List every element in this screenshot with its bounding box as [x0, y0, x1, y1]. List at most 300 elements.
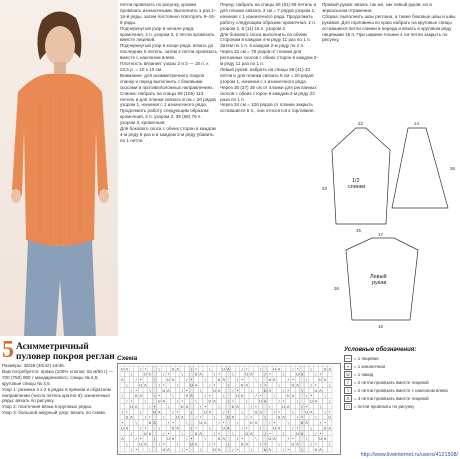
chart-symbol: U — [167, 437, 170, 442]
chart-symbol: U — [213, 388, 216, 393]
chart-symbol: \ — [250, 388, 252, 393]
legend-symbol: • — [344, 363, 352, 370]
chart-cell — [300, 393, 305, 398]
svg-text:22: 22 — [358, 121, 364, 126]
chart-cell — [318, 409, 323, 414]
chart-cell — [175, 393, 180, 398]
chart-cell — [304, 431, 309, 436]
chart-symbol: Λ — [190, 394, 193, 399]
chart-cell — [323, 404, 328, 409]
chart-symbol: U — [291, 442, 295, 447]
chart-symbol: / — [232, 388, 234, 393]
chart-symbol: Λ — [139, 394, 142, 399]
chart-cell — [171, 398, 176, 403]
chart-symbol: U — [171, 367, 175, 372]
chart-cell — [244, 420, 249, 425]
chart-symbol: / — [246, 415, 248, 420]
chart-cell — [143, 393, 148, 398]
chart-cell — [272, 404, 277, 409]
instructions-column-4: Правый рукав: вязать так же, как левый рукав, но в зеркальном отражении. Сборка: выполнить швы реглана, а также боковые швы и швы рукавов. Для горловины по краю набрать на круговые спицы оставшиеся петли спинки и переда и вязать в круговом ряду лицевыми 15 п. При ширине планки 4 см петли закрыть по рисунку. — [322, 2, 456, 43]
chart-symbol: / — [329, 399, 331, 404]
chart-cell — [286, 398, 291, 403]
chart-cell — [175, 420, 180, 425]
legend-item — [344, 371, 458, 378]
chart-symbol: / — [153, 394, 156, 399]
chart-symbol: \ — [204, 437, 206, 442]
chart-symbol: U — [296, 372, 299, 377]
chart-symbol: Λ — [300, 431, 304, 436]
chart-cell — [258, 436, 263, 441]
chart-symbol: Λ — [319, 388, 322, 393]
chart-cell — [267, 398, 272, 403]
chart-title: Схема — [117, 355, 138, 362]
chart-symbol: / — [140, 367, 142, 372]
chart-symbol: U — [273, 426, 276, 431]
chart-cell — [185, 382, 190, 387]
chart-symbol: \ — [255, 437, 257, 442]
chart-symbol: • — [213, 383, 216, 388]
chart-cell — [286, 382, 291, 387]
chart-symbol: Λ — [144, 442, 147, 447]
chart-cell — [226, 371, 231, 376]
chart-cell — [212, 425, 217, 430]
chart-cell — [180, 409, 185, 414]
chart-symbol: \ — [176, 442, 179, 447]
chart-symbol: \ — [153, 378, 156, 383]
chart-cell — [304, 371, 309, 376]
chart-cell — [138, 398, 143, 403]
chart-symbol: • — [259, 394, 262, 399]
chart-symbol: \ — [167, 404, 170, 409]
chart-cell — [314, 425, 319, 430]
legend-text: = 1 лицевая — [354, 355, 379, 361]
chart-cell — [189, 398, 194, 403]
chart-symbol: • — [314, 442, 317, 447]
chart-cell — [286, 371, 291, 376]
chart-cell — [263, 393, 268, 398]
chart-cell — [152, 441, 157, 446]
chart-symbol: • — [245, 426, 248, 431]
chart-symbol: U — [314, 447, 318, 452]
chart-cell — [235, 441, 240, 446]
chart-cell — [295, 447, 300, 452]
chart-symbol: U — [296, 431, 299, 436]
chart-cell — [258, 388, 263, 393]
chart-cell — [171, 447, 176, 452]
chart-symbol: / — [140, 426, 142, 431]
chart-cell — [221, 371, 226, 376]
chart-cell — [203, 388, 208, 393]
chart-symbol: \ — [195, 399, 197, 404]
chart-cell — [134, 441, 139, 446]
chart-symbol: \ — [227, 383, 229, 388]
chart-cell — [198, 425, 203, 430]
chart-symbol: / — [190, 367, 193, 372]
chart-cell — [143, 377, 148, 382]
chart-cell — [286, 425, 291, 430]
chart-symbol: / — [264, 372, 266, 377]
chart-cell — [208, 371, 213, 376]
chart-cell — [235, 409, 240, 414]
chart-cell — [185, 425, 190, 430]
chart-cell — [120, 404, 125, 409]
chart-cell — [194, 388, 199, 393]
chart-cell — [129, 420, 134, 425]
chart-symbol: \ — [130, 431, 133, 436]
chart-symbol: \ — [204, 378, 206, 383]
chart-symbol: / — [158, 383, 160, 388]
chart-cell — [231, 436, 236, 441]
chart-symbol: Λ — [323, 437, 327, 442]
chart-cell — [309, 436, 314, 441]
chart-symbol: • — [190, 378, 193, 383]
chart-symbol: • — [287, 447, 290, 452]
chart-symbol: U — [268, 378, 272, 383]
chart-cell — [148, 425, 153, 430]
chart-symbol: U — [199, 421, 202, 426]
chart-cell — [120, 398, 125, 403]
chart-symbol: • — [204, 404, 207, 409]
chart-cell — [175, 388, 180, 393]
chart-cell — [194, 447, 199, 452]
chart-cell — [157, 388, 162, 393]
chart-cell — [254, 382, 259, 387]
chart-cell — [120, 414, 125, 419]
chart-cell — [304, 366, 309, 371]
chart-cell — [226, 393, 231, 398]
chart-symbol: Λ — [236, 404, 239, 409]
chart-cell — [318, 398, 323, 403]
chart-cell — [263, 425, 268, 430]
chart-symbol: / — [135, 378, 137, 383]
chart-symbol: • — [241, 378, 244, 383]
chart-cell — [281, 425, 286, 430]
left-sleeve-label: Левый рукав — [370, 274, 387, 286]
chart-cell — [291, 388, 296, 393]
chart-cell — [129, 393, 134, 398]
chart-cell — [198, 366, 203, 371]
chart-cell — [125, 431, 130, 436]
chart-cell — [300, 425, 305, 430]
chart-symbol: Λ — [227, 367, 230, 372]
chart-cell — [258, 414, 263, 419]
chart-symbol: U — [194, 431, 198, 436]
chart-symbol: \ — [135, 421, 137, 426]
chart-symbol: \ — [213, 415, 216, 420]
chart-cell — [244, 447, 249, 452]
legend-text: = петли провязать по рисунку — [354, 403, 415, 409]
chart-symbol: • — [287, 388, 290, 393]
chart-symbol: / — [172, 410, 174, 415]
chart-symbol: Λ — [121, 378, 124, 383]
legend-symbol: — — [345, 355, 351, 361]
chart-cell — [135, 420, 143, 426]
chart-cell — [152, 371, 157, 376]
chart-cell — [286, 414, 291, 419]
chart-symbol: \ — [149, 388, 151, 393]
chart-cell — [327, 436, 332, 441]
chart-symbol: / — [282, 447, 285, 452]
chart-symbol: U — [282, 404, 285, 409]
chart-symbol: Λ — [319, 447, 322, 452]
chart-symbol: • — [296, 367, 299, 372]
chart-cell — [291, 447, 296, 452]
chart-symbol: \ — [232, 431, 234, 436]
chart-symbol: • — [181, 399, 184, 404]
chart-symbol: \ — [282, 431, 285, 436]
chart-symbol: / — [306, 394, 308, 399]
svg-text:45: 45 — [356, 228, 362, 233]
chart-symbol: \ — [153, 437, 156, 442]
chart-cell — [272, 441, 277, 446]
chart-symbol: • — [222, 421, 225, 426]
chart-cell — [175, 447, 180, 452]
chart-cell — [254, 414, 259, 419]
chart-cell — [203, 414, 208, 419]
chart-symbol: / — [158, 442, 160, 447]
chart-cell — [254, 398, 259, 403]
chart-cell — [277, 377, 282, 382]
chart-symbol: \ — [172, 394, 174, 399]
chart-cell — [277, 388, 282, 393]
chart-cell — [249, 377, 254, 382]
chart-symbol: / — [269, 421, 271, 426]
chart-cell — [198, 382, 203, 387]
chart-cell — [171, 441, 176, 446]
chart-symbol: \ — [292, 410, 294, 415]
chart-symbol: Λ — [259, 410, 262, 415]
chart-cell — [212, 377, 217, 382]
chart-symbol: / — [190, 426, 193, 431]
chart-cell — [143, 409, 148, 414]
chart-symbol: \ — [158, 426, 160, 431]
chart-symbol: U — [323, 367, 327, 372]
chart-cell — [231, 377, 236, 382]
chart-symbol: U — [167, 378, 170, 383]
chart-symbol: Λ — [199, 372, 202, 377]
chart-symbol: U — [286, 394, 290, 399]
chart-cell — [194, 377, 199, 382]
chart-cell — [152, 425, 157, 430]
chart-cell — [180, 420, 185, 425]
chart-symbol: / — [167, 421, 170, 426]
chart-symbol: U — [190, 383, 193, 388]
chart-cell — [171, 404, 176, 409]
chart-cell — [263, 377, 268, 382]
chart-symbol: / — [292, 426, 294, 431]
chart-cell — [277, 371, 282, 376]
chart-cell — [212, 366, 217, 371]
chart-symbol: Λ — [167, 447, 170, 452]
chart-cell — [240, 388, 245, 393]
chart-cell — [166, 382, 171, 387]
chart-symbol: U — [130, 404, 133, 409]
chart-symbol: \ — [200, 388, 202, 393]
chart-symbol: • — [144, 367, 147, 372]
chart-symbol: • — [208, 394, 211, 399]
chart-cell — [208, 447, 213, 452]
chart-symbol: U — [171, 426, 175, 431]
chart-symbol: \ — [301, 447, 303, 452]
chart-symbol: Λ — [310, 410, 313, 415]
legend-text: = 2 петли провязать вместе лицевой — [354, 379, 429, 385]
chart-cell — [235, 425, 240, 430]
chart-symbol: / — [163, 431, 165, 436]
chart-symbol: Λ — [245, 383, 248, 388]
chart-symbol: Λ — [167, 388, 170, 393]
chart-symbol: / — [232, 447, 234, 452]
chart-symbol: Λ — [125, 426, 129, 431]
chart-cell — [240, 371, 245, 376]
chart-cell — [152, 447, 157, 452]
chart-symbol: • — [264, 383, 267, 388]
chart-symbol: • — [171, 421, 175, 426]
chart-symbol: \ — [176, 383, 179, 388]
chart-symbol: / — [296, 415, 299, 420]
chart-cell — [300, 366, 305, 371]
chart-cell — [249, 436, 254, 441]
chart-symbol: • — [176, 410, 179, 415]
chart-symbol: \ — [227, 442, 229, 447]
chart-symbol: • — [245, 367, 248, 372]
legend-symbol: U — [344, 371, 352, 378]
chart-symbol: • — [273, 421, 276, 426]
chart-cell — [240, 398, 245, 403]
chart-cell — [304, 382, 309, 387]
chart-symbol: / — [130, 388, 133, 393]
chart-cell — [120, 371, 125, 376]
chart-cell — [203, 447, 208, 452]
chart-cell — [309, 404, 314, 409]
chart-symbol: U — [263, 447, 267, 452]
chart-symbol: / — [213, 431, 216, 436]
chart-symbol: U — [125, 415, 129, 420]
chart-symbol: / — [250, 404, 252, 409]
chart-cell — [157, 447, 162, 452]
chart-cell — [300, 377, 305, 382]
chart-symbol: • — [167, 431, 170, 436]
chart-cell — [212, 409, 217, 414]
chart-cell — [134, 366, 139, 371]
chart-symbol: \ — [310, 426, 312, 431]
chart-cell — [263, 420, 268, 425]
chart-cell — [217, 441, 222, 446]
chart-cell — [309, 431, 314, 436]
chart-cell — [208, 404, 213, 409]
chart-symbol: • — [305, 404, 308, 409]
chart-symbol: Λ — [208, 410, 212, 415]
chart-cell — [157, 420, 162, 425]
chart-symbol: U — [305, 410, 308, 415]
chart-symbol: • — [135, 388, 138, 393]
chart-cell — [138, 404, 143, 409]
chart-symbol: U — [144, 431, 147, 436]
chart-cell — [226, 420, 231, 425]
chart-symbol: Λ — [240, 394, 244, 399]
chart-symbol: U — [250, 421, 253, 426]
chart-cell — [161, 420, 166, 425]
chart-cell — [152, 388, 157, 393]
chart-cell — [194, 409, 199, 414]
chart-cell — [327, 404, 332, 409]
chart-cell — [240, 447, 245, 452]
chart-symbol: • — [236, 388, 239, 393]
chart-cell — [323, 398, 328, 403]
chart-cell — [281, 441, 286, 446]
chart-cell — [267, 393, 272, 398]
pattern-title: Асимметричный пуловер покроя реглан — [16, 342, 115, 362]
garment-schematic — [322, 120, 460, 330]
chart-symbol: • — [227, 410, 230, 415]
chart-cell — [175, 377, 180, 382]
chart-cell — [327, 431, 332, 436]
chart-cell — [148, 382, 153, 387]
chart-cell — [217, 398, 222, 403]
chart-cell — [125, 420, 130, 425]
legend-item — [344, 363, 458, 370]
chart-cell — [267, 425, 272, 430]
chart-symbol: U — [203, 410, 207, 415]
chart-cell — [231, 382, 236, 387]
chart-cell — [300, 382, 305, 387]
chart-symbol: • — [121, 421, 124, 426]
chart-cell — [161, 393, 166, 398]
chart-cell — [194, 393, 199, 398]
chart-symbol: \ — [200, 447, 202, 452]
chart-cell — [180, 393, 185, 398]
chart-cell — [240, 414, 245, 419]
chart-cell — [180, 441, 185, 446]
chart-symbol: U — [236, 394, 239, 399]
chart-cell — [254, 447, 259, 452]
chart-cell — [286, 366, 291, 371]
chart-cell — [125, 377, 130, 382]
chart-cell — [226, 447, 231, 452]
chart-cell — [295, 409, 300, 414]
chart-cell — [309, 447, 314, 452]
chart-cell — [212, 420, 217, 425]
chart-symbol: • — [300, 415, 304, 420]
chart-cell — [318, 441, 323, 446]
chart-cell — [277, 393, 282, 398]
chart-symbol: / — [241, 367, 243, 372]
chart-symbol: / — [315, 372, 317, 377]
chart-cell — [158, 425, 166, 431]
chart-cell — [258, 404, 263, 409]
chart-cell — [244, 388, 249, 393]
chart-cell — [152, 414, 157, 419]
chart-symbol: / — [204, 394, 206, 399]
chart-cell — [323, 431, 328, 436]
chart-cell — [231, 420, 236, 425]
chart-symbol: • — [241, 437, 244, 442]
chart-symbol: / — [135, 437, 137, 442]
chart-symbol: • — [218, 431, 221, 436]
chart-cell — [120, 447, 125, 452]
chart-symbol: • — [148, 415, 152, 420]
chart-symbol: / — [181, 388, 183, 393]
chart-cell — [208, 436, 213, 441]
chart-symbol: • — [194, 426, 198, 431]
chart-cell — [281, 436, 286, 441]
chart-cell — [208, 431, 213, 436]
chart-symbol: Λ — [254, 421, 258, 426]
chart-symbol: Λ — [121, 437, 124, 442]
chart-symbol: U — [240, 442, 244, 447]
legend-text: = 3 петли провязать вместе лицевой — [354, 395, 429, 401]
chart-cell — [231, 366, 236, 371]
chart-symbol: U — [217, 437, 221, 442]
